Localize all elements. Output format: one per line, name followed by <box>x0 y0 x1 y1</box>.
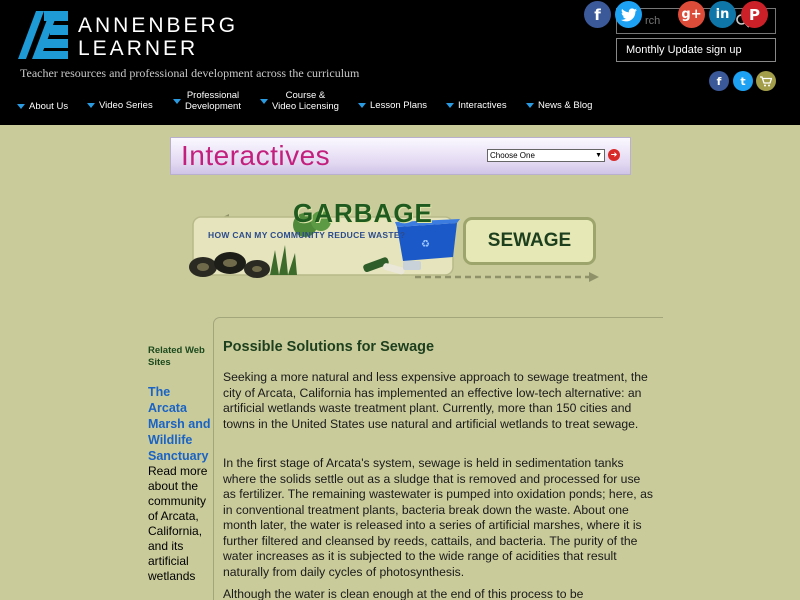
nav-news-blog[interactable]: News & Blog <box>526 100 592 111</box>
pinterest-icon[interactable]: P <box>741 1 768 28</box>
related-heading: Related Web Sites <box>148 345 205 368</box>
chevron-down-icon <box>173 99 181 104</box>
garbage-title: GARBAGE <box>293 198 433 228</box>
chevron-down-icon <box>17 104 25 109</box>
site-header <box>0 0 800 125</box>
tagline: Teacher resources and professional development across the curriculum <box>20 66 360 80</box>
annenberg-logo-icon[interactable] <box>18 11 70 59</box>
related-link-description: Read more about the community of Arcata, California, and its artificial wetlands <box>148 464 208 583</box>
twitter-small-icon[interactable]: t <box>733 71 753 91</box>
dropdown-arrow-icon: ▼ <box>595 152 602 159</box>
monthly-update-signup-button[interactable]: Monthly Update sign up <box>616 38 776 62</box>
interactive-select[interactable]: Choose One ▼ <box>487 149 605 162</box>
main-nav <box>0 88 800 122</box>
go-button[interactable]: ➜ <box>608 149 620 161</box>
logo-line-2: LEARNER <box>78 37 199 60</box>
related-link-arcata-marsh[interactable]: The Arcata Marsh and Wildlife Sanctuary <box>148 385 211 463</box>
logo-line-1: ANNENBERG <box>78 14 239 37</box>
garbage-subtitle: HOW CAN MY COMMUNITY REDUCE WASTE? <box>208 230 406 240</box>
twitter-icon[interactable] <box>615 1 642 28</box>
interactives-title[interactable]: Interactives <box>181 140 331 171</box>
linkedin-icon[interactable]: in <box>709 1 736 28</box>
nav-about-us[interactable]: About Us <box>17 101 68 112</box>
nav-professional-development[interactable]: Professional Development <box>173 90 241 112</box>
chevron-down-icon <box>87 103 95 108</box>
nav-lesson-plans[interactable]: Lesson Plans <box>358 100 427 111</box>
paragraph-2: In the first stage of Arcata's system, sewage is held in sedimentation tanks where the solids settle out as a sludge that is removed and processed for use as fertilizer. The remaining wastewater is pumped into oxidation ponds; here, as in conventional treatment plants, bacteria break down the waste. About one month later, the water is released into a series of artificial marshes, where it is further filtered and cleansed by reeds, cattails, and bacteria. The purity of the water increases as it is subjected to the wide range of acidities that result naturally from daily cycles of photosynthesis. <box>223 456 653 579</box>
garbage-banner <box>175 195 605 290</box>
logo-wordmark[interactable] <box>78 14 238 60</box>
main-content <box>213 317 663 600</box>
related-sidebar <box>148 345 212 584</box>
svg-text:♻: ♻ <box>421 239 430 250</box>
chevron-down-icon <box>260 99 268 104</box>
facebook-icon[interactable]: f <box>584 1 611 28</box>
paragraph-1: Seeking a more natural and less expensive approach to sewage treatment, the city of Arcata, California has implemented an effective low-tech alternative: an artificial wetlands waste treatment plant. Currently, more than 150 cities and towns in the United States use natural and artificial wetlands to treat sewage. <box>223 370 648 431</box>
facebook-small-icon[interactable]: f <box>709 71 729 91</box>
chevron-down-icon <box>446 103 454 108</box>
nav-video-series[interactable]: Video Series <box>87 100 153 111</box>
nav-interactives[interactable]: Interactives <box>446 100 507 111</box>
paragraph-3: Although the water is clean enough at the end of this process to be <box>223 587 584 600</box>
sewage-button[interactable]: SEWAGE <box>463 217 596 265</box>
chevron-down-icon <box>358 103 366 108</box>
nav-course-video-licensing[interactable]: Course & Video Licensing <box>260 90 339 112</box>
chevron-down-icon <box>526 103 534 108</box>
page-title: Possible Solutions for Sewage <box>223 339 435 355</box>
google-plus-icon[interactable]: g+ <box>678 1 705 28</box>
interactives-banner <box>170 137 631 175</box>
